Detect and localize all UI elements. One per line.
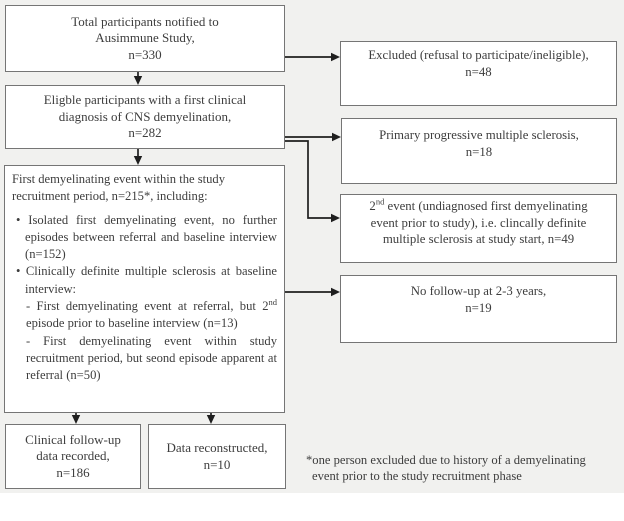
box-clinical-followup-recorded (5, 424, 141, 489)
second-event-text: event (undiagnosed first demyelinating (384, 199, 588, 213)
subitem-text: episode prior to baseline interview (n=13) (26, 316, 238, 331)
footnote (306, 452, 616, 484)
box-text-line (341, 198, 616, 215)
box-text-line: n=10 (203, 456, 231, 472)
box-total-participants (5, 5, 285, 72)
box-text-line: n=18 (465, 144, 493, 159)
box-text-line: n=19 (465, 300, 492, 315)
box-text-line: n=186 (56, 464, 90, 480)
box-text-line: Excluded (refusal to participate/ineligible), (368, 48, 589, 62)
box-text-line: n=282 (128, 125, 162, 141)
second-event-number: 2 (369, 199, 376, 213)
box-primary-progressive-ms (341, 118, 617, 184)
box-no-followup (340, 275, 617, 343)
box-second-event (340, 194, 617, 263)
bullet-isolated-first-event: • Isolated first demyelinating event, no further episodes between referral and baseline interview (n=152) (16, 212, 277, 262)
box-excluded (340, 41, 617, 106)
box-text-line: event prior to study), i.e. clincally definite (370, 215, 587, 230)
box-text-line: Primary progressive multiple sclerosis, (379, 128, 579, 142)
subitem-event-at-referral (12, 298, 277, 333)
box-text-line: data recorded, (36, 448, 110, 464)
footnote-line: event prior to the study recruitment phase (312, 469, 522, 483)
box-header-text: First demyelinating event within the study recruitment period, n=215*, including: (12, 172, 226, 204)
box-text-line: No follow-up at 2-3 years, (410, 284, 547, 298)
box-data-reconstructed (148, 424, 286, 489)
subitem-text: - First demyelinating event at referral, but 2 (26, 299, 269, 314)
box-first-demyelinating-event (4, 165, 285, 413)
box-text-line: Ausimmune Study, (95, 30, 195, 46)
box-text-line: n=48 (465, 64, 492, 79)
box-text-line: Total participants notified to (71, 13, 219, 29)
box-text-line: diagnosis of CNS demyelination, (58, 108, 232, 124)
box-eligible-participants (5, 85, 285, 149)
box-text-line: multiple sclerosis at study start, n=49 (382, 232, 575, 246)
superscript-nd: nd (375, 196, 385, 207)
box-text-line: Data reconstructed, (166, 440, 268, 455)
footnote-line: *one person excluded due to history of a demyelinating (306, 453, 586, 467)
subitem-event-within-period: - First demyelinating event within study recruitment period, but seond episode apparent at referral (n=50) (26, 333, 277, 383)
box-text-line: Eligble participants with a first clinical (43, 92, 247, 108)
superscript-nd: nd (268, 296, 277, 307)
box-text-line: Clinical follow-up (25, 431, 121, 447)
bullet-clinically-definite-ms: • Clinically definite multiple sclerosis at baseline interview: (16, 264, 277, 296)
box-text-line: n=330 (128, 46, 162, 62)
